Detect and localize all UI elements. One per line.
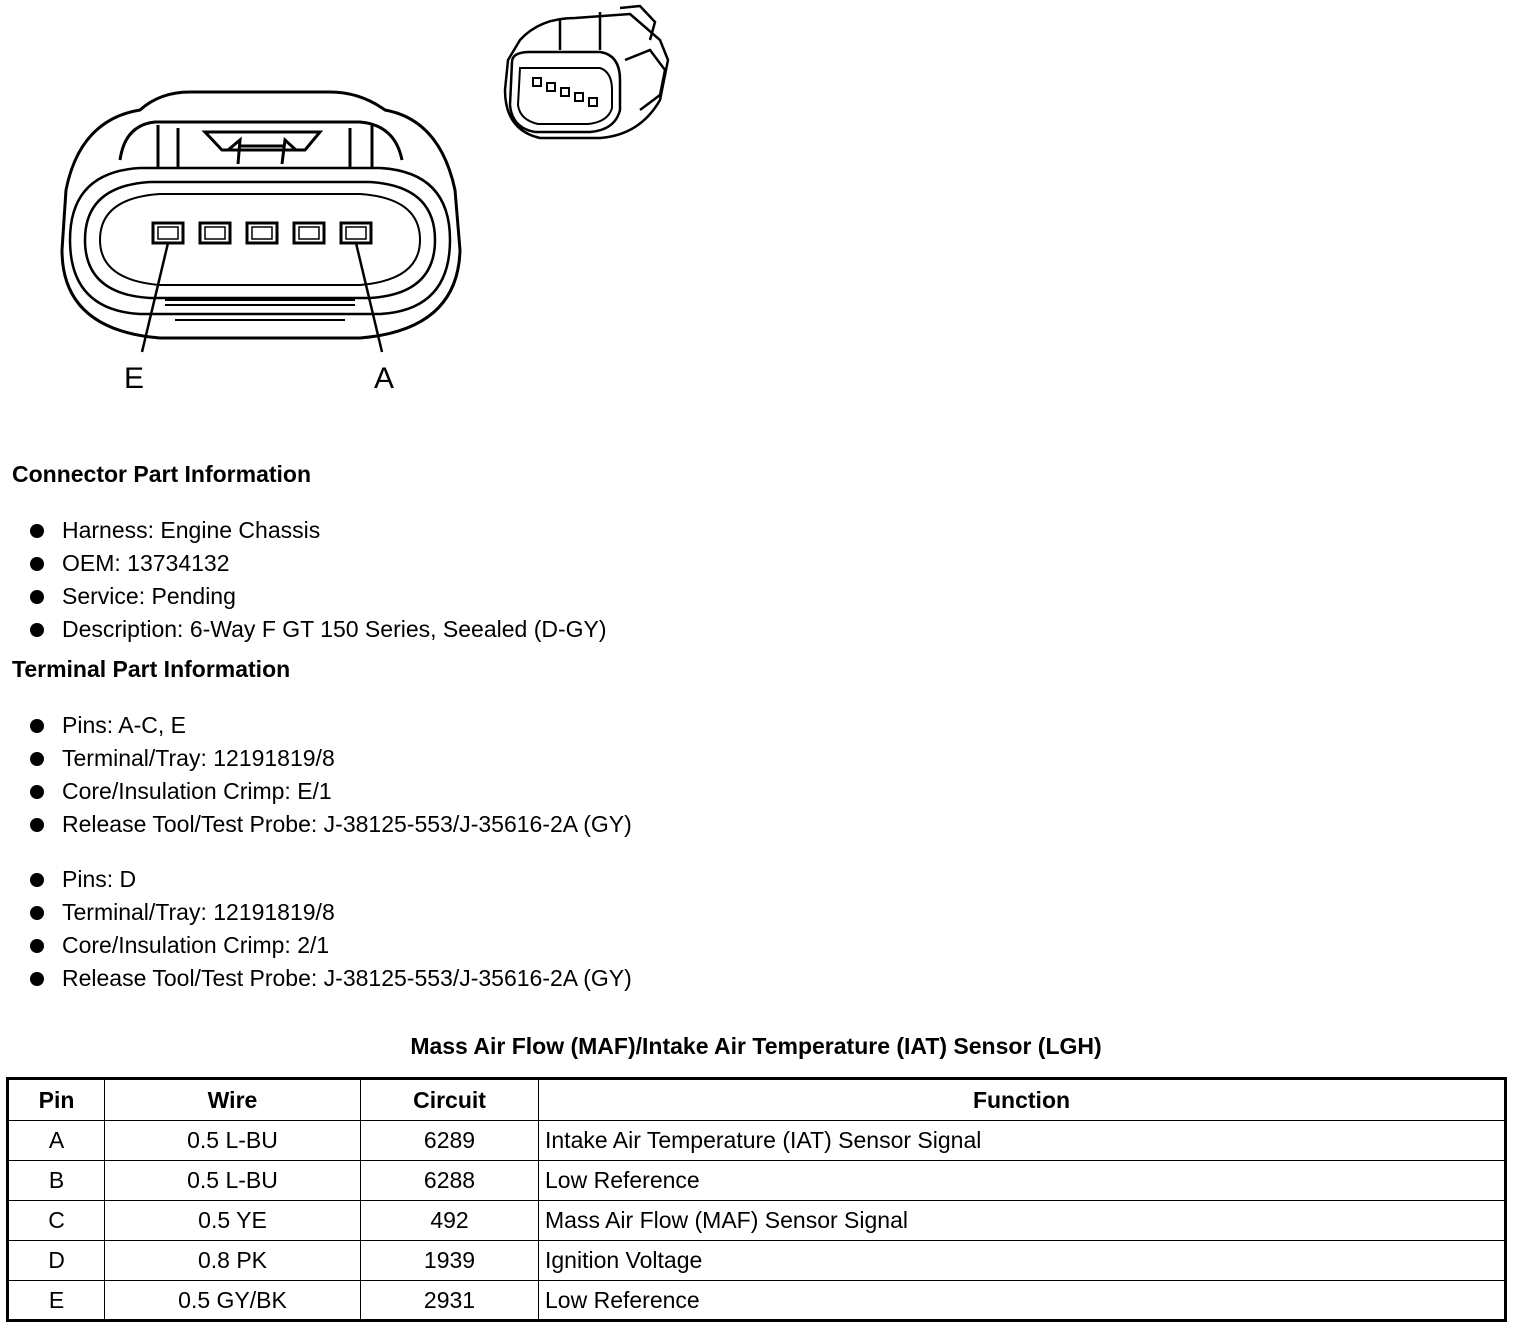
connector-info-heading: Connector Part Information <box>12 461 312 487</box>
cell-circuit: 6288 <box>361 1161 539 1201</box>
cell-circuit: 1939 <box>361 1241 539 1281</box>
list-item: Terminal/Tray: 12191819/8 <box>28 742 632 775</box>
terminal-group-1-list <box>28 709 632 841</box>
cell-pin: A <box>8 1121 105 1161</box>
header-circuit: Circuit <box>361 1079 539 1121</box>
list-item: Pins: D <box>28 863 632 896</box>
cell-pin: D <box>8 1241 105 1281</box>
cell-wire: 0.8 PK <box>105 1241 361 1281</box>
cell-circuit: 2931 <box>361 1281 539 1321</box>
terminal-info-heading: Terminal Part Information <box>12 656 291 682</box>
connector-info-list <box>28 514 607 646</box>
list-item: Harness: Engine Chassis <box>28 514 607 547</box>
pin-label-a: A <box>374 362 395 395</box>
cell-wire: 0.5 L-BU <box>105 1121 361 1161</box>
pin-label-e: E <box>124 362 145 395</box>
connector-3d-icon <box>505 6 668 138</box>
terminal-group-2-list <box>28 863 632 995</box>
cell-pin: C <box>8 1201 105 1241</box>
cell-pin: E <box>8 1281 105 1321</box>
pinout-table <box>6 1077 1507 1322</box>
list-item: Terminal/Tray: 12191819/8 <box>28 896 632 929</box>
cell-function: Ignition Voltage <box>539 1241 1506 1281</box>
cell-function: Mass Air Flow (MAF) Sensor Signal <box>539 1201 1506 1241</box>
table-row <box>8 1241 1506 1281</box>
list-item: Pins: A-C, E <box>28 709 632 742</box>
header-pin: Pin <box>8 1079 105 1121</box>
list-item: Core/Insulation Crimp: E/1 <box>28 775 632 808</box>
cell-function: Low Reference <box>539 1281 1506 1321</box>
list-item: Release Tool/Test Probe: J-38125-553/J-35616-2A (GY) <box>28 962 632 995</box>
table-row <box>8 1161 1506 1201</box>
connector-face-icon <box>62 92 460 352</box>
cell-pin: B <box>8 1161 105 1201</box>
list-item: OEM: 13734132 <box>28 547 607 580</box>
header-wire: Wire <box>105 1079 361 1121</box>
cell-circuit: 492 <box>361 1201 539 1241</box>
table-row <box>8 1201 1506 1241</box>
cell-circuit: 6289 <box>361 1121 539 1161</box>
list-item: Core/Insulation Crimp: 2/1 <box>28 929 632 962</box>
connector-diagram <box>0 0 700 420</box>
cell-function: Low Reference <box>539 1161 1506 1201</box>
cell-wire: 0.5 YE <box>105 1201 361 1241</box>
cell-wire: 0.5 L-BU <box>105 1161 361 1201</box>
list-item: Service: Pending <box>28 580 607 613</box>
table-row <box>8 1121 1506 1161</box>
list-item: Release Tool/Test Probe: J-38125-553/J-35616-2A (GY) <box>28 808 632 841</box>
list-item: Description: 6-Way F GT 150 Series, Seealed (D-GY) <box>28 613 607 646</box>
header-function: Function <box>539 1079 1506 1121</box>
table-header-row <box>8 1079 1506 1121</box>
cell-wire: 0.5 GY/BK <box>105 1281 361 1321</box>
cell-function: Intake Air Temperature (IAT) Sensor Signal <box>539 1121 1506 1161</box>
table-title: Mass Air Flow (MAF)/Intake Air Temperature (IAT) Sensor (LGH) <box>410 1033 1102 1059</box>
table-row <box>8 1281 1506 1321</box>
